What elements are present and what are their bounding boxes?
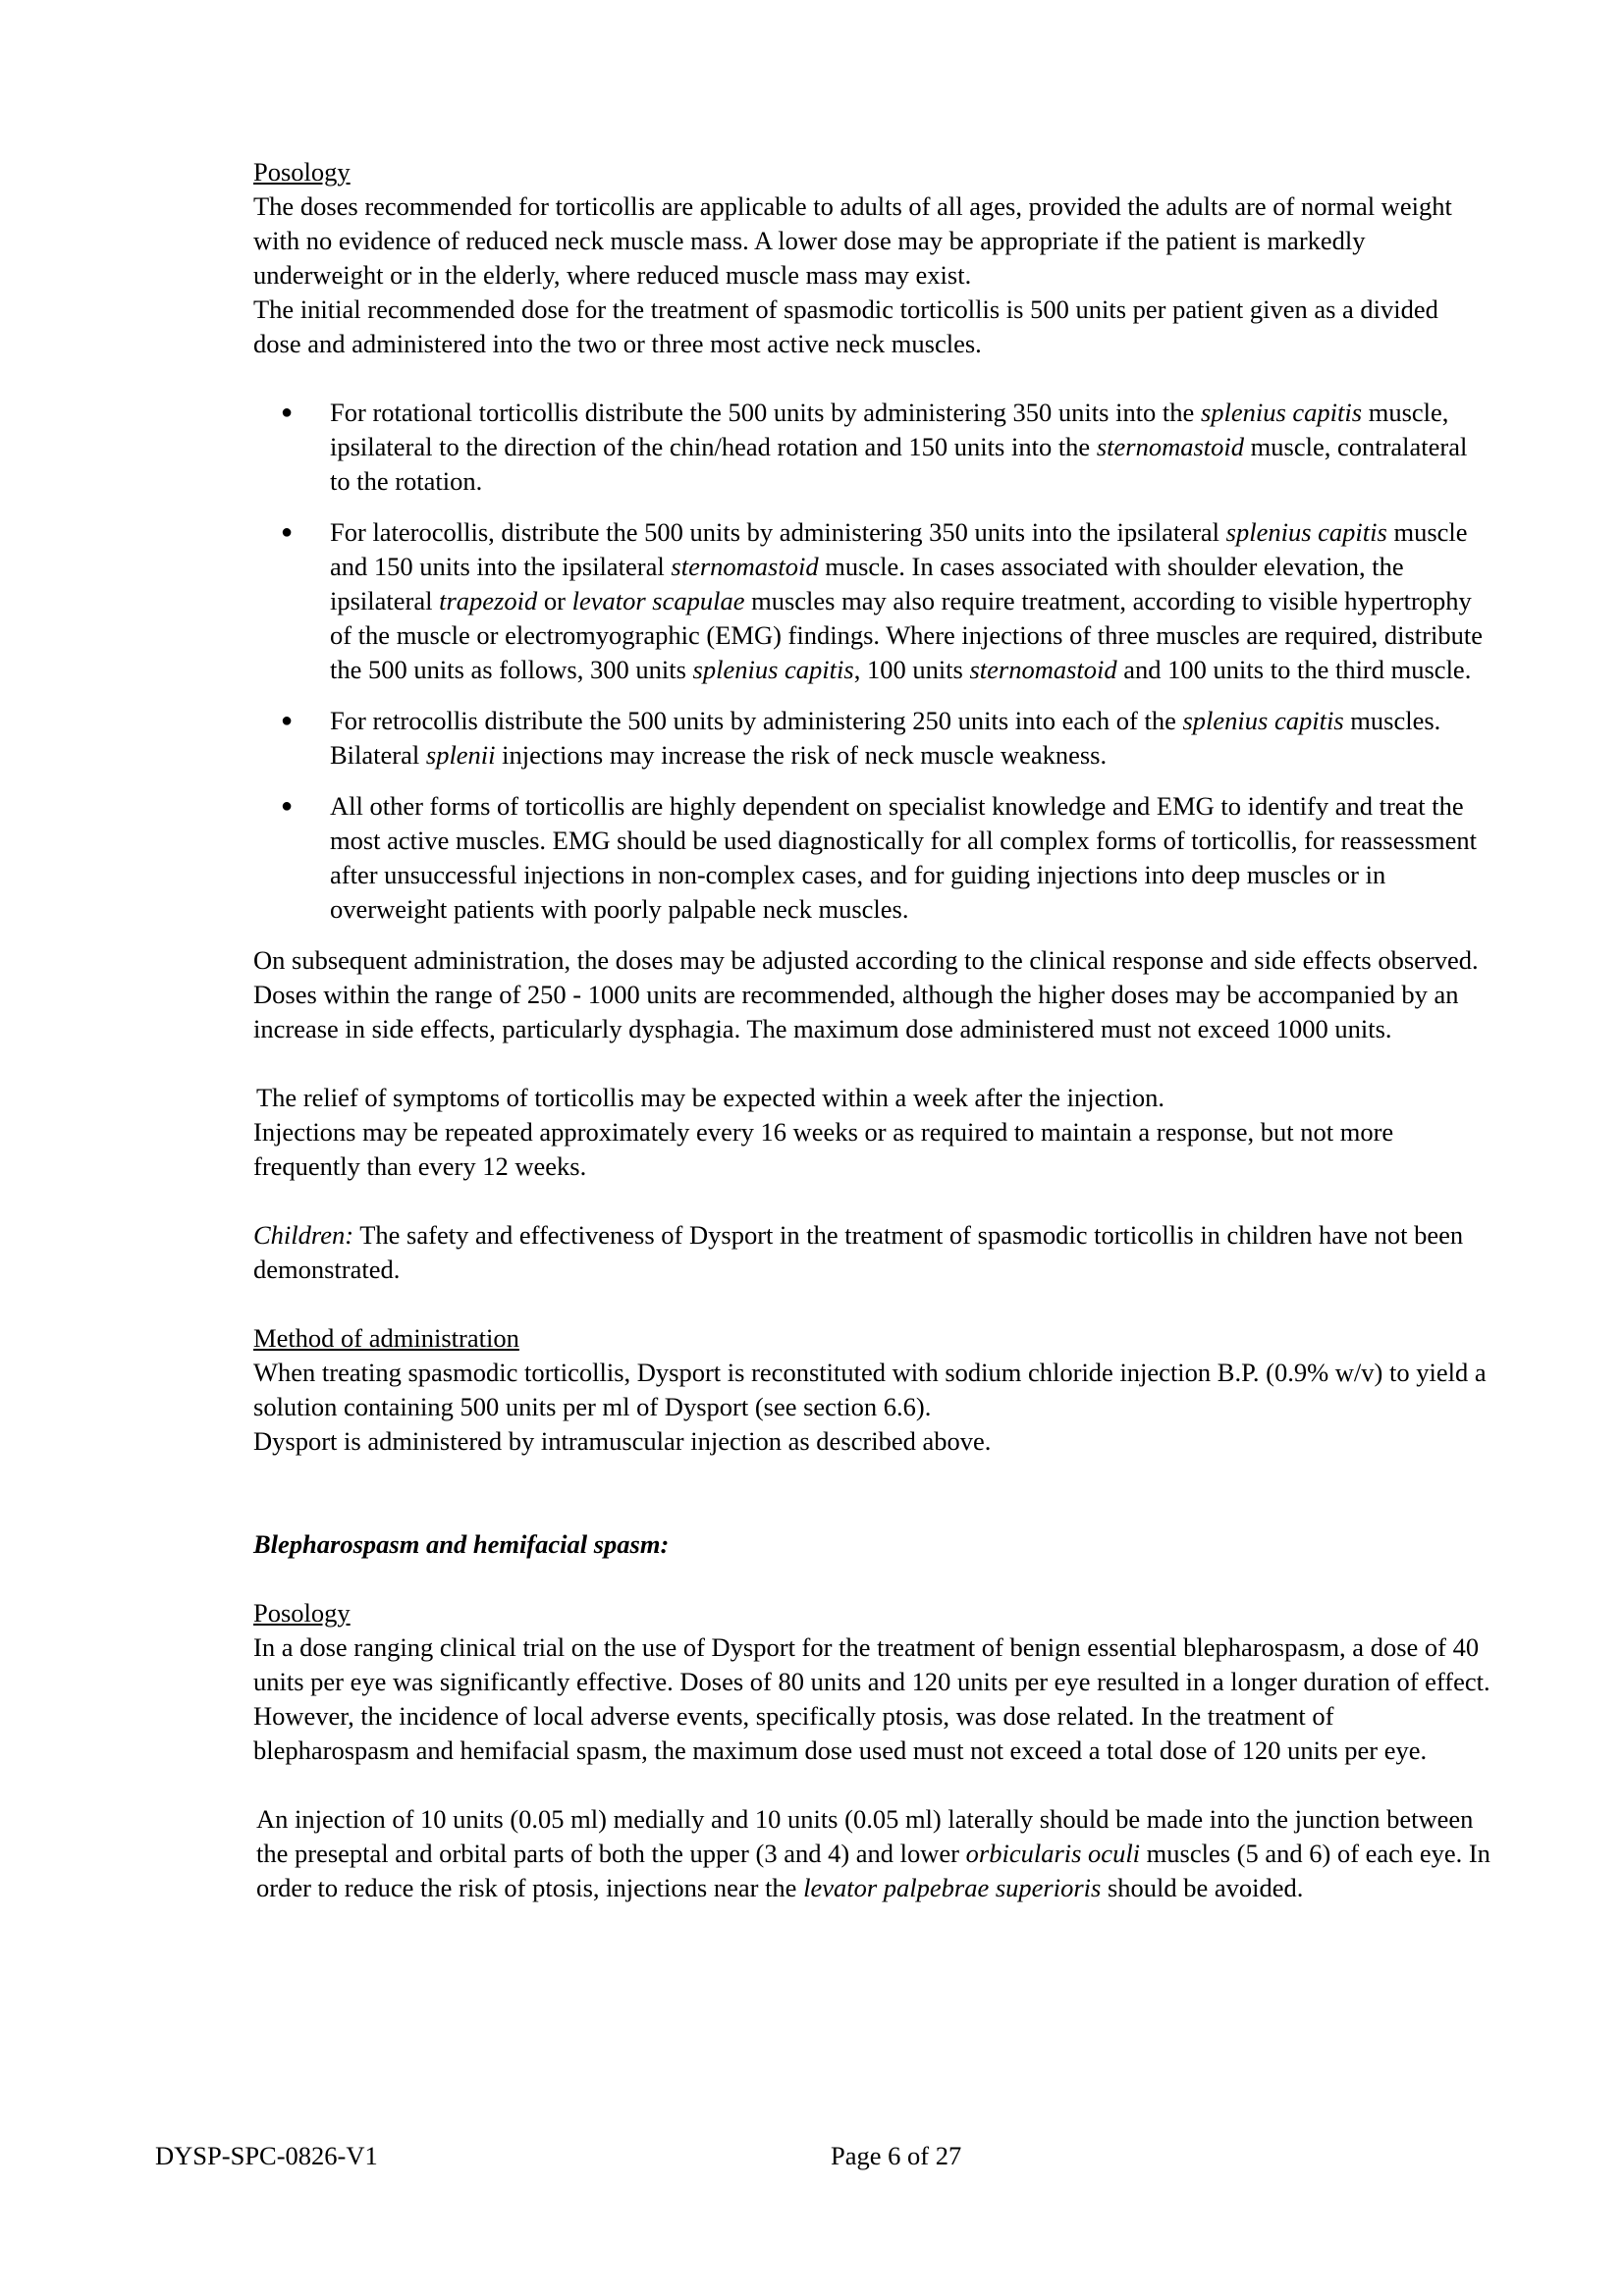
children-label: Children:	[253, 1220, 354, 1250]
bullet-rotational: ● For rotational torticollis distribute the 500 units by administering 350 units into the splenius capitis muscle, ipsilateral to the direction of the chin/head rotation and 150 units into the sternomastoid muscle, contralateral to the rotation.	[281, 398, 1468, 496]
page-number: Page 6 of 27	[831, 2141, 962, 2170]
blepharospasm-heading: Blepharospasm and hemifacial spasm:	[253, 1529, 670, 1559]
relief-text-1: The relief of symptoms of torticollis may be expected within a week after the injection.	[256, 1083, 1164, 1112]
bullet-icon: ●	[281, 795, 294, 817]
children-paragraph: Children: The safety and effectiveness of Dysport in the treatment of spasmodic torticollis in children have not been demonstrated.	[253, 1220, 1464, 1284]
torticollis-dose-list	[253, 396, 1490, 927]
bullet-other-forms: ● All other forms of torticollis are highly dependent on specialist knowledge and EMG to identify and treat the most active muscles. EMG should be used diagnostically for all complex forms of torticollis, for reassessment after unsuccessful injections in non-complex cases, and for guiding injections into deep muscles or in overweight patients with poorly palpable neck muscles.	[281, 791, 1477, 924]
relief-text-2: Injections may be repeated approximately every 16 weeks or as required to maintain a response, but not more frequently than every 12 weeks.	[253, 1117, 1394, 1181]
subsequent-administration: On subsequent administration, the doses may be adjusted according to the clinical response and side effects observed. Doses within the range of 250 - 1000 units are recommended, although the higher doses may be accompanied by an increase in side effects, particularly dysphagia. The maximum dose administered must not exceed 1000 units.	[253, 945, 1479, 1043]
blepharospasm-para-1: In a dose ranging clinical trial on the use of Dysport for the treatment of benign essential blepharospasm, a dose of 40 units per eye was significantly effective. Doses of 80 units and 120 units per eye resulted in a longer duration of effect. However, the incidence of local adverse events, specifically ptosis, was dose related. In the treatment of blepharospasm and hemifacial spasm, the maximum dose used must not exceed a total dose of 120 units per eye.	[253, 1632, 1490, 1765]
bullet-icon: ●	[281, 401, 294, 423]
method-text-1: When treating spasmodic torticollis, Dysport is reconstituted with sodium chloride injection B.P. (0.9% w/v) to yield a solution containing 500 units per ml of Dysport (see section 6.6).	[253, 1358, 1487, 1421]
document-code: DYSP-SPC-0826-V1	[155, 2141, 378, 2170]
method-text-2: Dysport is administered by intramuscular injection as described above.	[253, 1426, 992, 1456]
blepharospasm-para-2: An injection of 10 units (0.05 ml) medially and 10 units (0.05 ml) laterally should be made into the junction between the preseptal and orbital parts of both the upper (3 and 4) and lower orbicularis oculi muscles (5 and 6) of each eye. In order to reduce the risk of ptosis, injections near the levator palpebrae superioris should be avoided.	[256, 1804, 1490, 1902]
torticollis-intro-2: The initial recommended dose for the treatment of spasmodic torticollis is 500 units per patient given as a divided dose and administered into the two or three most active neck muscles.	[253, 294, 1438, 358]
bullet-icon: ●	[281, 521, 294, 543]
bullet-laterocollis: ● For laterocollis, distribute the 500 units by administering 350 units into the ipsilateral splenius capitis muscle and 150 units into the ipsilateral sternomastoid muscle. In cases associated with shoulder elevation, the ipsilateral trapezoid or levator scapulae muscles may also require treatment, according to visible hypertrophy of the muscle or electromyographic (EMG) findings. Where injections of three muscles are required, distribute the 500 units as follows, 300 units splenius capitis, 100 units sternomastoid and 100 units to the third muscle.	[281, 517, 1483, 684]
document-body	[253, 155, 1490, 1905]
bullet-icon: ●	[281, 710, 294, 731]
method-heading: Method of administration	[253, 1323, 519, 1353]
posology-heading: Posology	[253, 157, 351, 187]
bullet-retrocollis: ● For retrocollis distribute the 500 units by administering 250 units into each of the splenius capitis muscles. Bilateral splenii injections may increase the risk of neck muscle weakness.	[281, 706, 1441, 770]
blepharospasm-posology-heading: Posology	[253, 1598, 351, 1628]
torticollis-intro-1: The doses recommended for torticollis are applicable to adults of all ages, provided the adults are of normal weight with no evidence of reduced neck muscle mass. A lower dose may be appropriate if the patient is markedly underweight or in the elderly, where reduced muscle mass may exist.	[253, 191, 1452, 290]
